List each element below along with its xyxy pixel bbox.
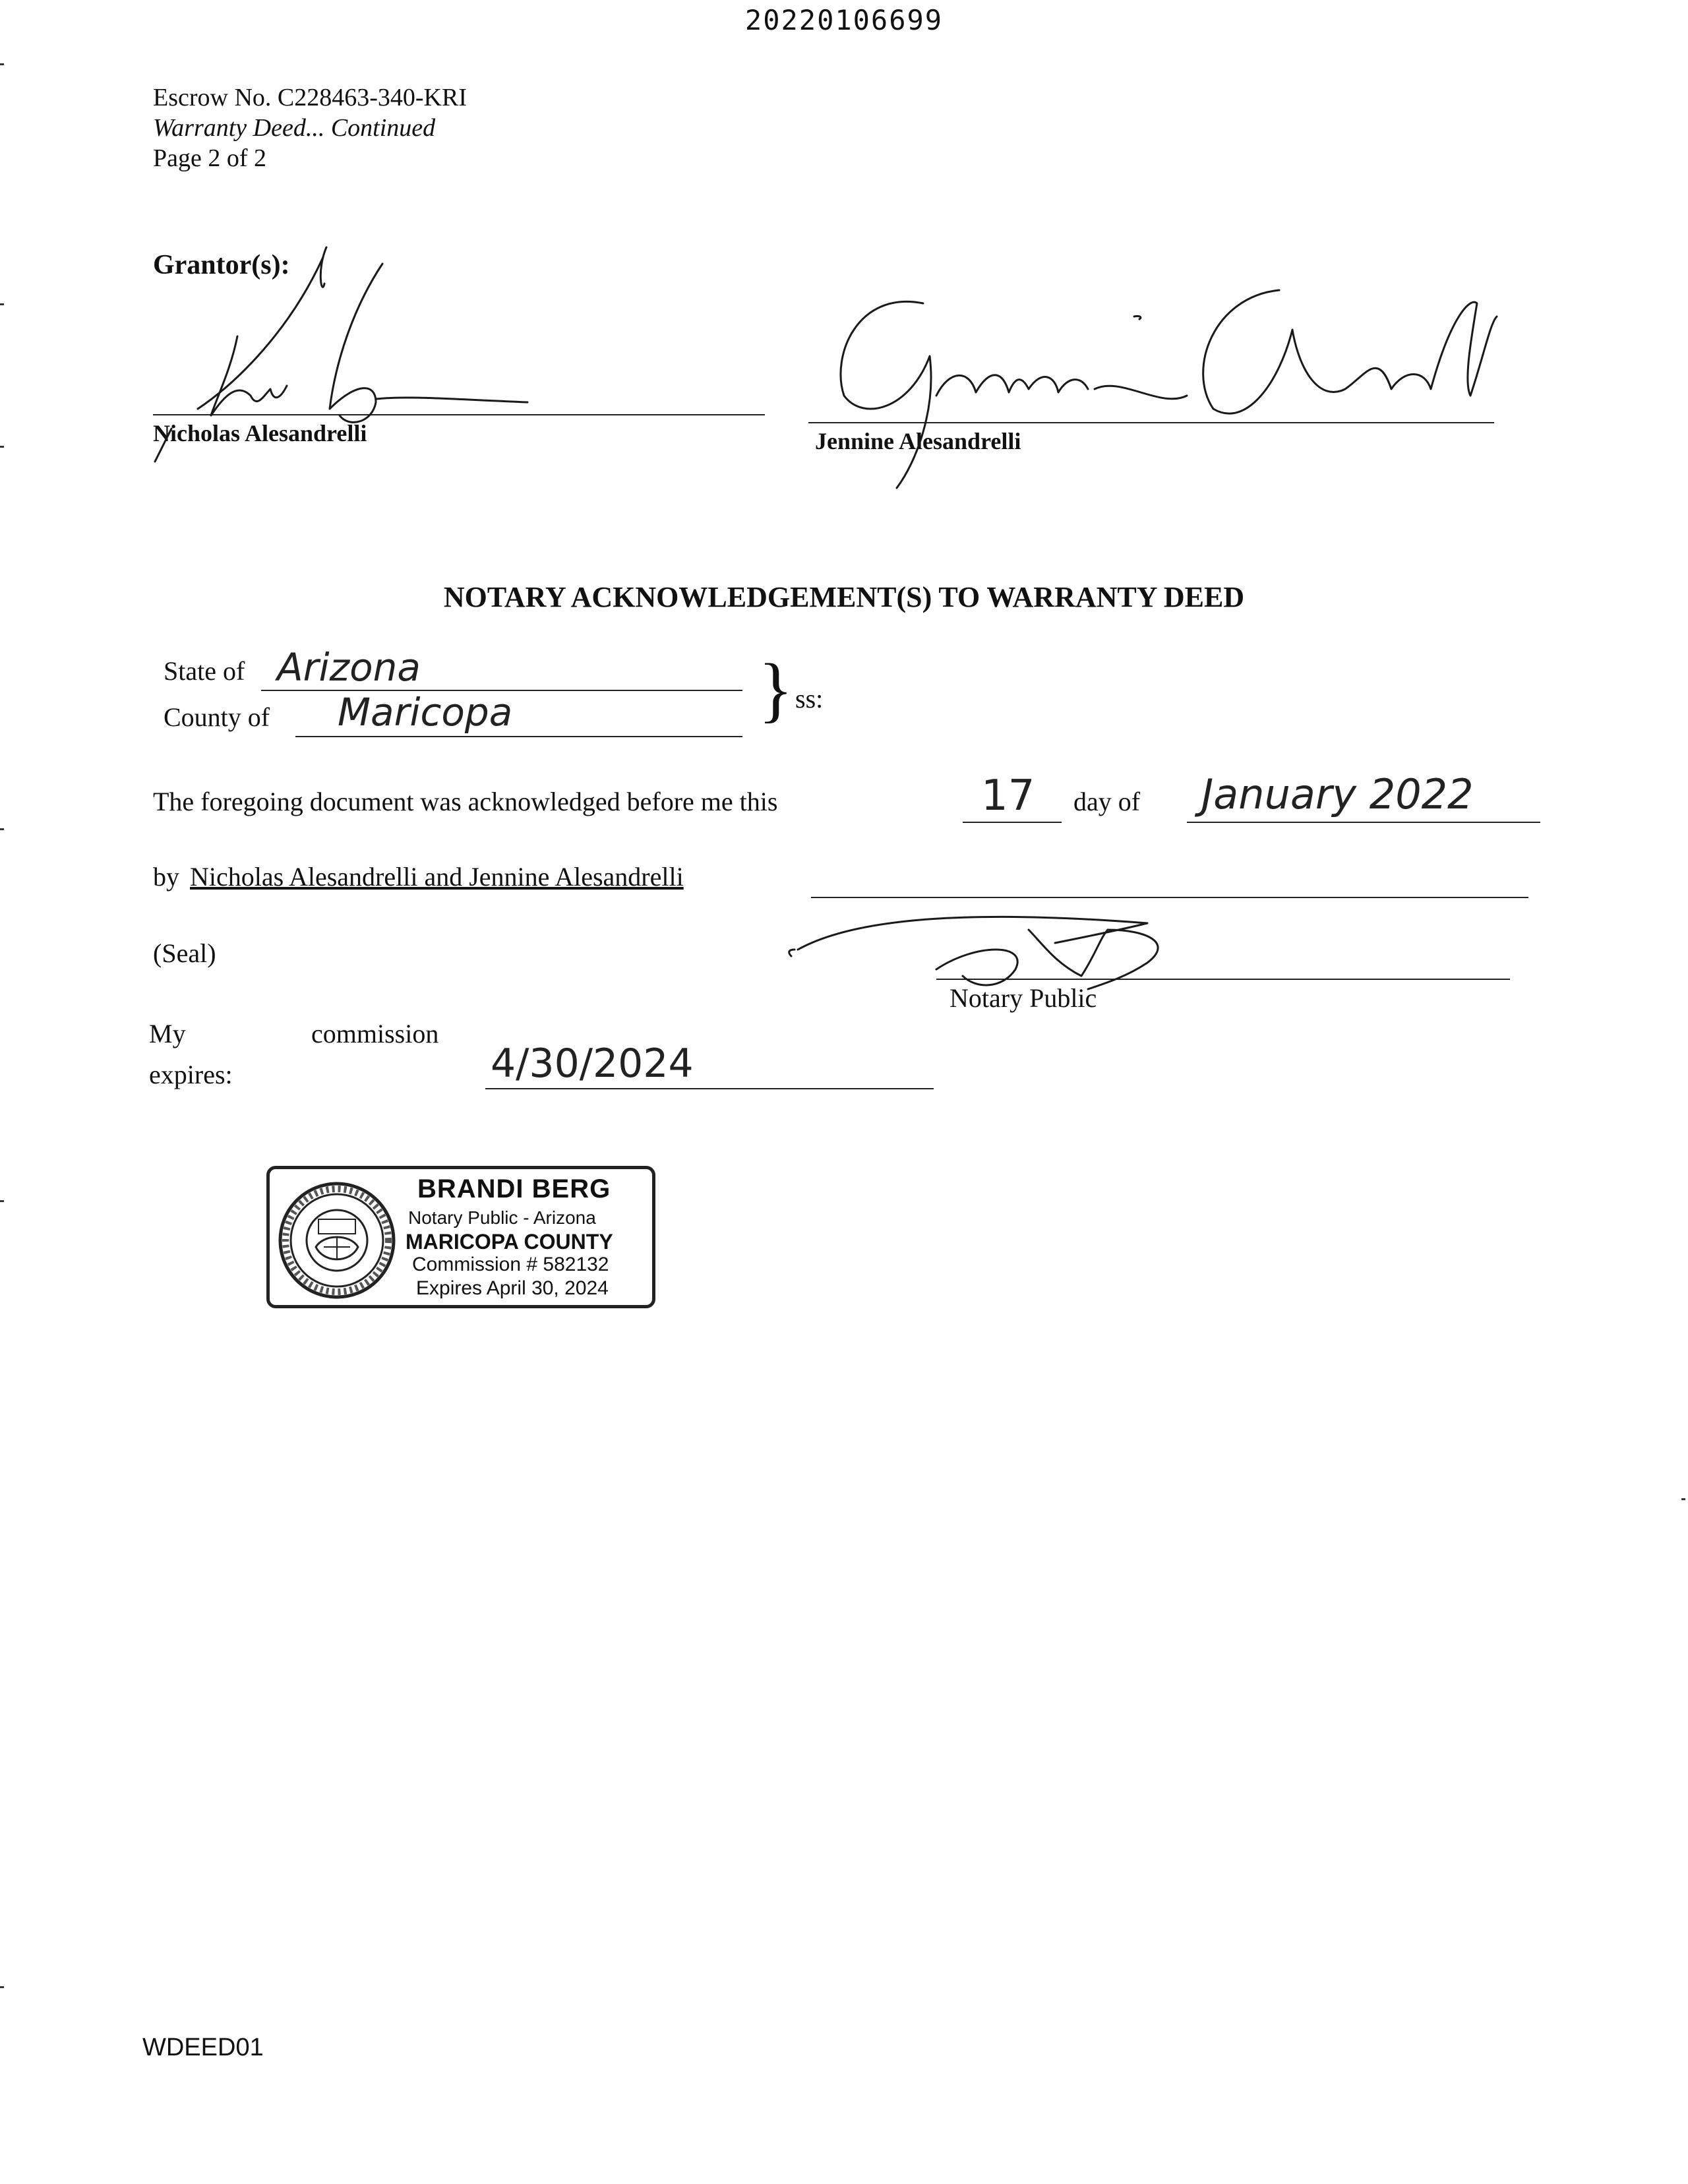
stamp-line-2: Notary Public - Arizona xyxy=(408,1207,596,1228)
document-title: Warranty Deed... Continued xyxy=(153,114,436,142)
notary-public-label: Notary Public xyxy=(950,983,1097,1013)
notary-stamp xyxy=(266,1166,655,1308)
scan-mark xyxy=(0,1200,4,1202)
day-value: 17 xyxy=(981,772,1035,820)
day-line xyxy=(963,822,1062,823)
grantor-1-name: Nicholas Alesandrelli xyxy=(153,420,367,446)
state-seal-icon xyxy=(278,1181,396,1300)
scan-mark xyxy=(0,303,4,305)
county-value: Maricopa xyxy=(338,690,513,735)
scan-mark xyxy=(0,446,4,448)
recording-number: 20220106699 xyxy=(744,4,944,36)
commission-my: My xyxy=(149,1019,186,1048)
brace-icon: } xyxy=(758,649,793,729)
ss-label: ss: xyxy=(795,684,824,713)
month-line xyxy=(1187,822,1540,823)
stamp-name: BRANDI BERG xyxy=(417,1174,611,1203)
grantors-label: Grantor(s): xyxy=(153,250,290,280)
stamp-line-5: Expires April 30, 2024 xyxy=(416,1277,609,1299)
commission-date-value: 4/30/2024 xyxy=(491,1041,694,1087)
by-prefix: by xyxy=(153,862,179,892)
month-value: January 2022 xyxy=(1201,770,1474,818)
grantor-2-name: Jennine Alesandrelli xyxy=(815,428,1021,454)
page-number: Page 2 of 2 xyxy=(153,144,267,172)
state-value: Arizona xyxy=(277,645,421,690)
state-label: State of xyxy=(164,656,245,686)
acknowledged-by-names: Nicholas Alesandrelli and Jennine Alesandrelli xyxy=(190,862,684,892)
day-of-label: day of xyxy=(1073,787,1141,816)
escrow-number: Escrow No. C228463-340-KRI xyxy=(153,84,467,111)
commission-expires-label: expires: xyxy=(149,1060,233,1089)
commission-date-line xyxy=(485,1088,934,1089)
notary-heading: NOTARY ACKNOWLEDGEMENT(S) TO WARRANTY DEED xyxy=(443,581,1245,613)
county-line xyxy=(295,736,742,737)
scan-mark xyxy=(0,828,4,830)
stamp-line-3: MARICOPA COUNTY xyxy=(406,1230,613,1254)
commission-word: commission xyxy=(311,1019,439,1048)
stamp-line-4: Commission # 582132 xyxy=(412,1254,609,1275)
grantor-2-signature xyxy=(818,277,1503,501)
by-line xyxy=(811,897,1528,898)
scan-mark xyxy=(0,1986,4,1988)
scan-mark xyxy=(0,63,4,65)
county-label: County of xyxy=(164,702,270,732)
form-code: WDEED01 xyxy=(142,2034,264,2061)
acknowledgement-text: The foregoing document was acknowledged before me this xyxy=(153,787,778,816)
seal-label: (Seal) xyxy=(153,938,216,968)
grantor-1-signature xyxy=(158,231,554,481)
scan-mark xyxy=(1681,1498,1685,1500)
